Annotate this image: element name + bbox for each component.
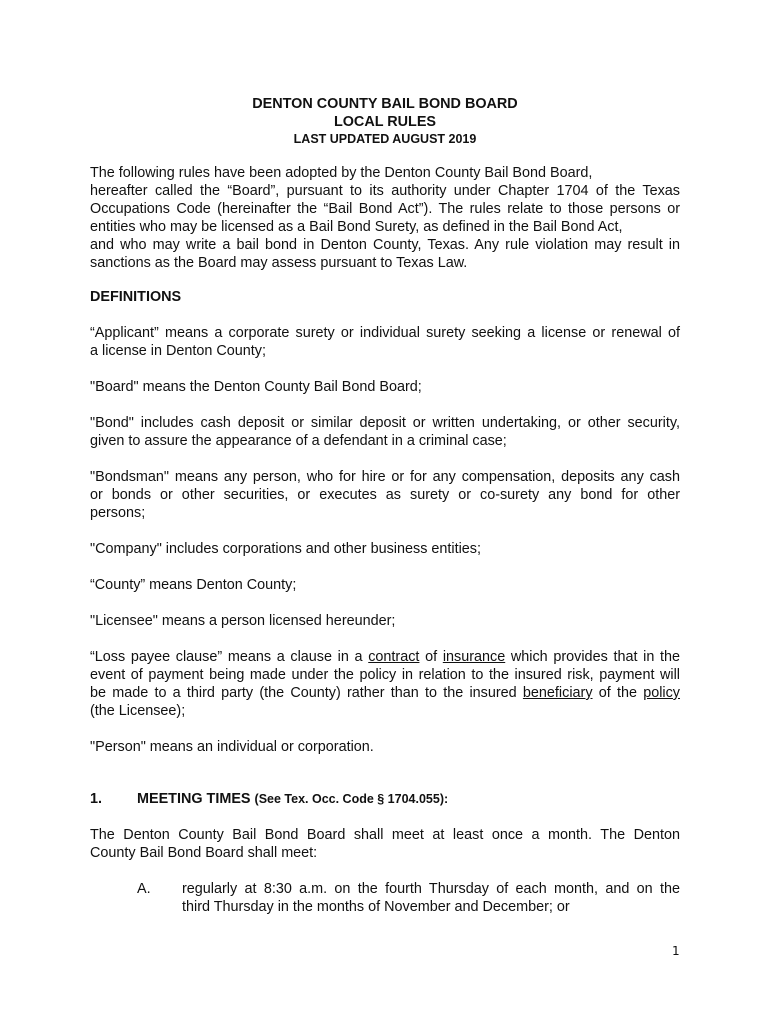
last-updated: LAST UPDATED AUGUST 2019 xyxy=(293,132,477,146)
page-number: 1 xyxy=(672,944,680,958)
definition-company: "Company" includes corporations and other business entities; xyxy=(90,541,481,557)
definition-loss-payee: “Loss payee clause” means a clause in a contract of insurance which provides that in the xyxy=(90,649,681,665)
definition-board: "Board" means the Denton County Bail Bond Board; xyxy=(90,379,422,395)
section-heading: MEETING TIMES (See Tex. Occ. Code § 1704.055): xyxy=(137,791,449,807)
section-number: 1. xyxy=(90,791,103,807)
item-text: regularly at 8:30 a.m. on the fourth Thursday of each month, and on the xyxy=(182,881,680,897)
section-body: County Bail Bond Board shall meet: xyxy=(90,845,318,861)
definition-bondsman: "Bondsman" means any person, who for hire or for any compensation, deposits any cash xyxy=(90,469,680,485)
intro-line: Occupations Code (hereinafter the “Bail Bond Act”). The rules relate to those persons or xyxy=(90,201,680,217)
intro-line: entities who may be licensed as a Bail Bond Surety, as defined in the Bail Bond Act, xyxy=(90,219,623,235)
intro-line: sanctions as the Board may assess pursuant to Texas Law. xyxy=(90,255,468,271)
item-text: third Thursday in the months of November and December; or xyxy=(182,899,570,915)
item-label: A. xyxy=(137,881,151,897)
beneficiary-link[interactable]: beneficiary xyxy=(522,685,593,701)
definition-loss-payee: (the Licensee); xyxy=(90,703,186,719)
intro-line: The following rules have been adopted by the Denton County Bail Bond Board, xyxy=(90,165,593,181)
definition-county: “County” means Denton County; xyxy=(90,577,297,593)
definition-person: "Person" means an individual or corporation. xyxy=(90,739,374,755)
document-subtitle: LOCAL RULES xyxy=(333,114,437,130)
section-reference: (See Tex. Occ. Code § 1704.055): xyxy=(254,792,449,806)
policy-link[interactable]: policy xyxy=(643,685,680,701)
definitions-heading: DEFINITIONS xyxy=(90,289,182,305)
insurance-link[interactable]: insurance xyxy=(442,649,506,665)
definition-loss-payee: be made to a third party (the County) rather than to the insured beneficiary of the policy xyxy=(90,685,680,701)
definition-bondsman: or bonds or other securities, or executes as surety or co-surety any bond for other xyxy=(90,487,680,503)
intro-line: hereafter called the “Board”, pursuant to its authority under Chapter 1704 of the Texas xyxy=(90,183,680,199)
definition-licensee: "Licensee" means a person licensed hereunder; xyxy=(90,613,396,629)
definition-bond: given to assure the appearance of a defendant in a criminal case; xyxy=(90,433,507,449)
contract-link[interactable]: contract xyxy=(368,649,420,665)
definition-applicant: a license in Denton County; xyxy=(90,343,266,359)
definition-applicant: “Applicant” means a corporate surety or individual surety seeking a license or renewal of xyxy=(90,325,680,341)
section-body: The Denton County Bail Bond Board shall meet at least once a month. The Denton xyxy=(90,827,680,843)
intro-line: and who may write a bail bond in Denton County, Texas. Any rule violation may result in xyxy=(90,237,680,253)
document-title: DENTON COUNTY BAIL BOND BOARD xyxy=(252,96,518,112)
definition-bondsman: persons; xyxy=(90,505,146,521)
definition-bond: "Bond" includes cash deposit or similar deposit or written undertaking, or other security, xyxy=(90,415,680,431)
definition-loss-payee: event of payment being made under the policy in relation to the insured risk, payment will xyxy=(90,667,680,683)
